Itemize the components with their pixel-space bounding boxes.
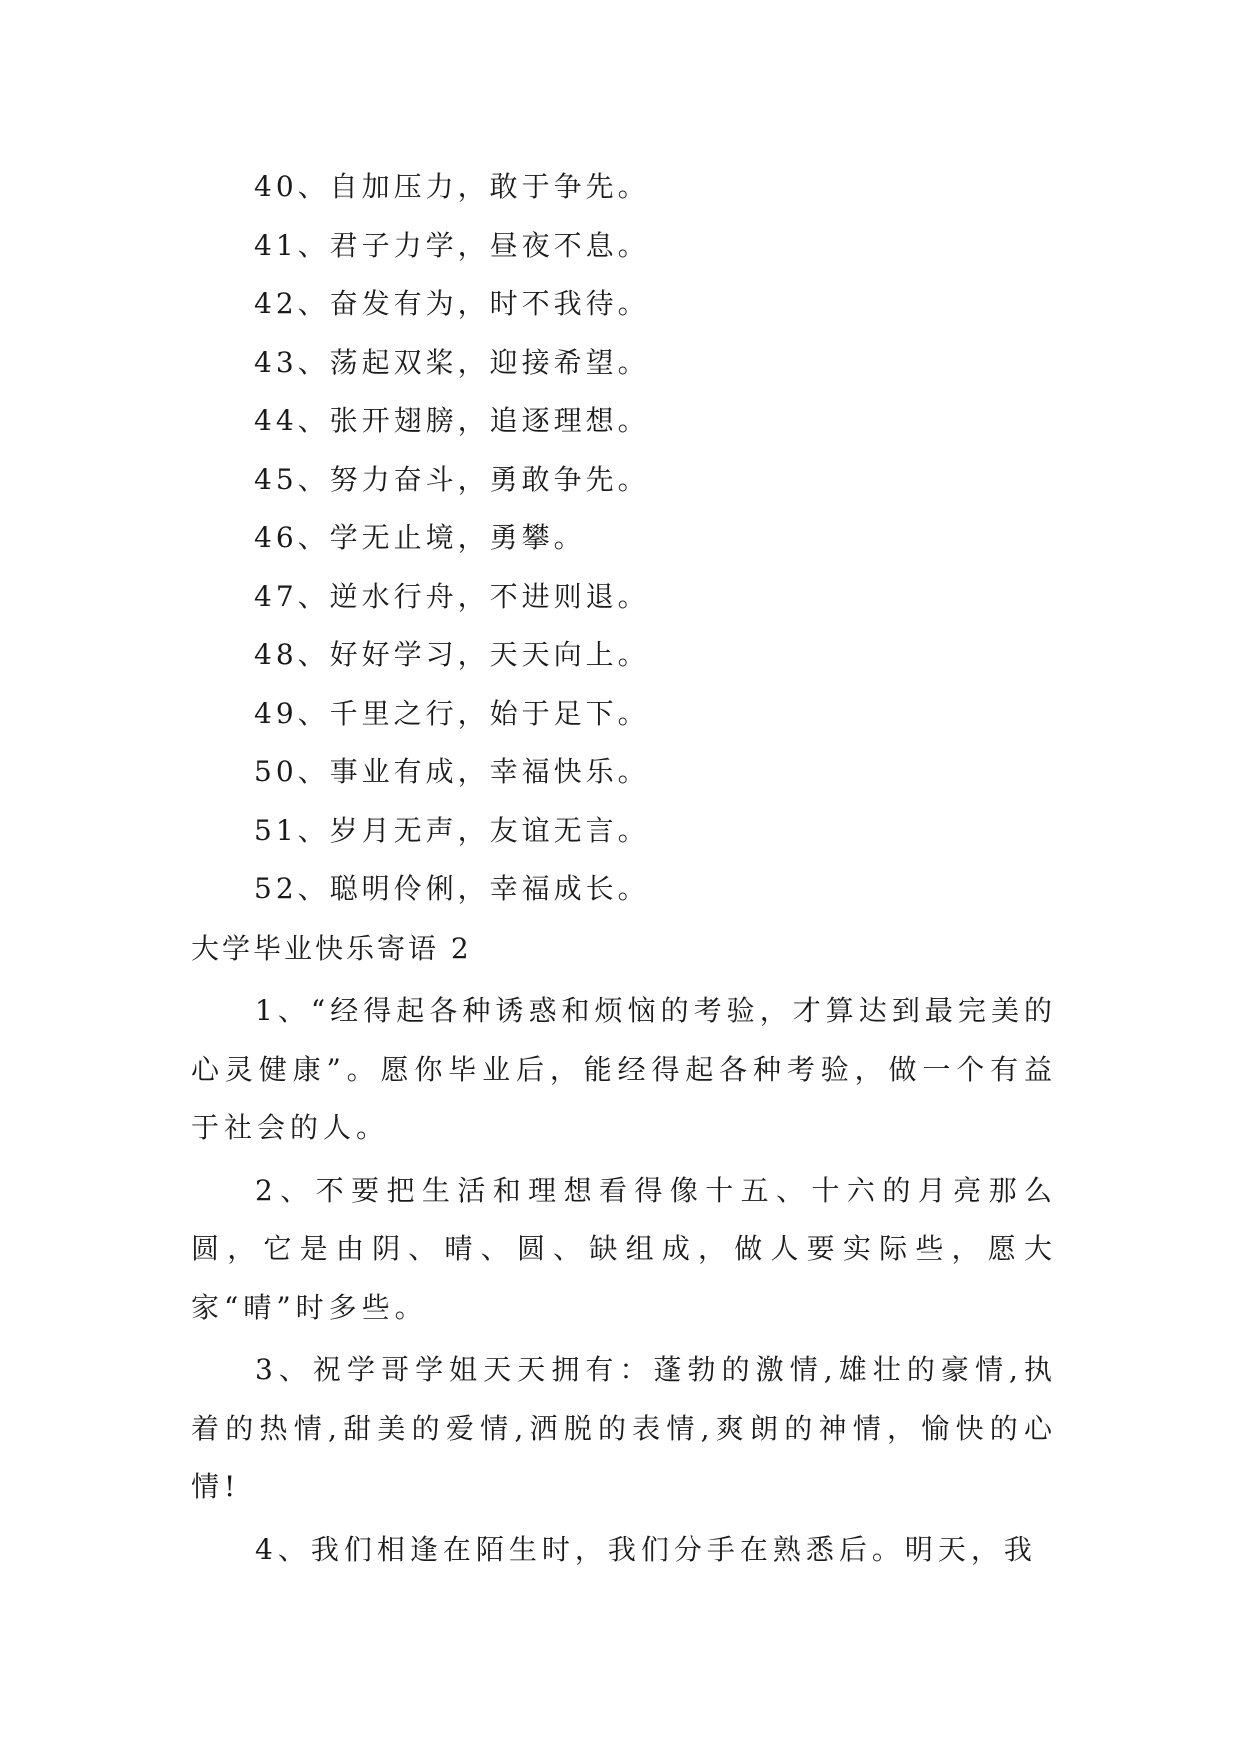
list-item: 51、岁月无声，友谊无言。 xyxy=(254,813,650,847)
list-item: 49、千里之行，始于足下。 xyxy=(254,696,650,730)
list-item: 43、荡起双桨，迎接希望。 xyxy=(254,345,650,379)
list-item: 41、君子力学，昼夜不息。 xyxy=(254,228,650,262)
list-item: 40、自加压力，敢于争先。 xyxy=(254,170,650,203)
paragraph: 4、我们相逢在陌生时，我们分手在熟悉后。明天，我 xyxy=(255,1532,1037,1566)
motto-list xyxy=(254,158,650,919)
list-item: 50、事业有成，幸福快乐。 xyxy=(254,755,650,788)
list-item: 42、奋发有为，时不我待。 xyxy=(254,287,650,320)
list-item: 48、好好学习，天天向上。 xyxy=(254,638,650,671)
paragraph: 3、祝学哥学姐天天拥有：蓬勃的激情,雄壮的豪情,执着的热情,甜美的爱情,洒脱的表情,爽朗的神情，愉快的心情! xyxy=(191,1353,1057,1503)
list-item: 44、张开翅膀，追逐理想。 xyxy=(254,404,650,437)
list-item: 52、聪明伶俐，幸福成长。 xyxy=(254,872,650,905)
paragraph-group xyxy=(191,982,1057,1583)
list-item: 47、逆水行舟，不进则退。 xyxy=(254,579,650,613)
paragraph: 1、“经得起各种诱惑和烦恼的考验，才算达到最完美的心灵健康”。愿你毕业后，能经得起各种考验，做一个有益于社会的人。 xyxy=(191,994,1057,1144)
list-item: 46、学无止境，勇攀。 xyxy=(254,521,586,554)
section-heading: 大学毕业快乐寄语 2 xyxy=(191,932,472,965)
list-item: 45、努力奋斗，勇敢争先。 xyxy=(254,462,650,496)
paragraph: 2、不要把生活和理想看得像十五、十六的月亮那么圆，它是由阴、晴、圆、缺组成，做人要实际些，愿大家“晴”时多些。 xyxy=(191,1173,1057,1324)
